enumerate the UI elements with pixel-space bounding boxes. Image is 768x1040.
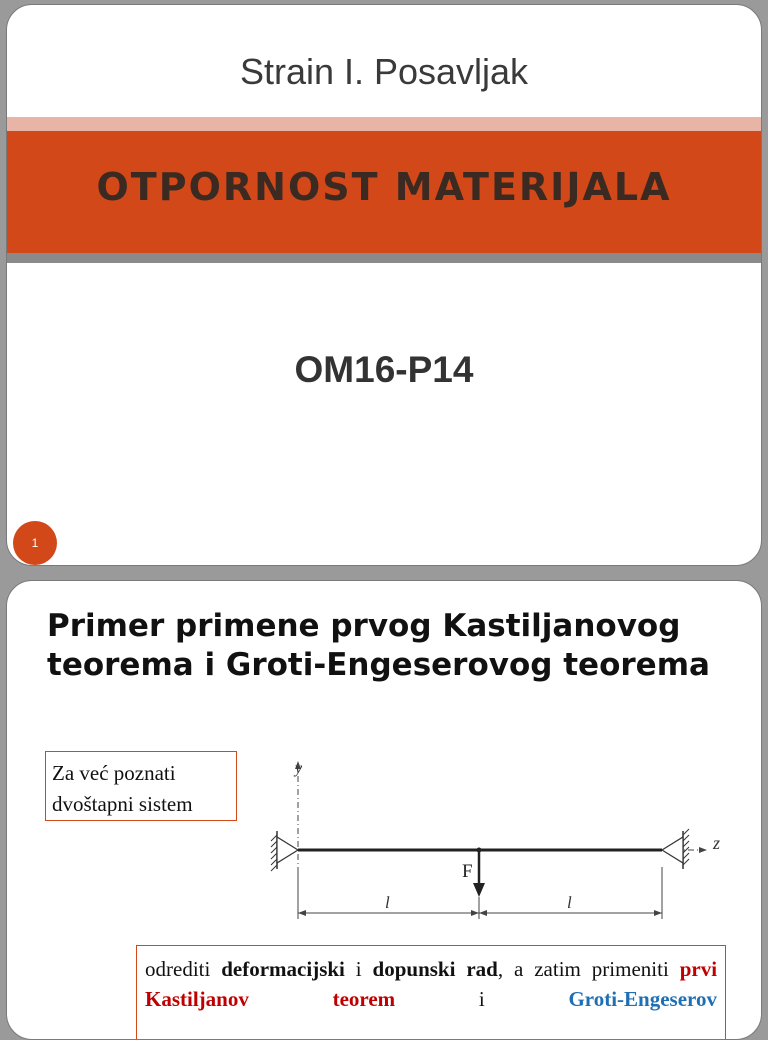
intro-line: Za već poznati: [52, 761, 176, 785]
intro-line: dvoštapni sistem: [52, 792, 193, 816]
divider-line: [7, 253, 761, 263]
lecture-code: OM16-P14: [294, 349, 474, 390]
left-support: [277, 837, 298, 863]
z-axis-label: z: [713, 833, 721, 853]
y-axis-label: y: [295, 760, 303, 777]
span-left-label: l: [385, 893, 390, 912]
accent-line: [7, 117, 761, 131]
task-text: primeniti: [591, 957, 669, 981]
force-label: F: [462, 861, 473, 882]
right-wall-hatch: [683, 829, 689, 865]
content-slide: [6, 580, 762, 1040]
course-title: OTPORNOST MATERIJALA: [96, 165, 672, 209]
task-text: i: [355, 957, 362, 981]
task-highlight-blue: Groti-Engeserov: [568, 987, 717, 1011]
task-box: [136, 945, 726, 1040]
page-number-badge: 1: [13, 521, 57, 565]
task-text: dopunski rad: [372, 957, 498, 981]
left-wall-hatch: [271, 835, 277, 871]
slide-title: Primer primene prvog Kastiljanovog teorema i Groti-Engeserovog teorema: [47, 608, 710, 683]
task-text: deformacijski: [221, 957, 345, 981]
force-arrow-head: [473, 883, 485, 897]
intro-box: [45, 751, 237, 821]
task-highlight-red: prvi Kastiljanov teorem: [145, 957, 718, 1011]
task-text: odrediti: [145, 957, 211, 981]
span-right-label: l: [567, 893, 572, 912]
title-slide: [6, 4, 762, 566]
task-text: i: [478, 987, 485, 1011]
right-support: [662, 837, 683, 863]
author-name: Strain I. Posavljak: [239, 51, 529, 92]
z-axis-arrow: [699, 847, 707, 853]
task-text: , a zatim: [497, 957, 581, 981]
beam-diagram: [259, 757, 729, 935]
